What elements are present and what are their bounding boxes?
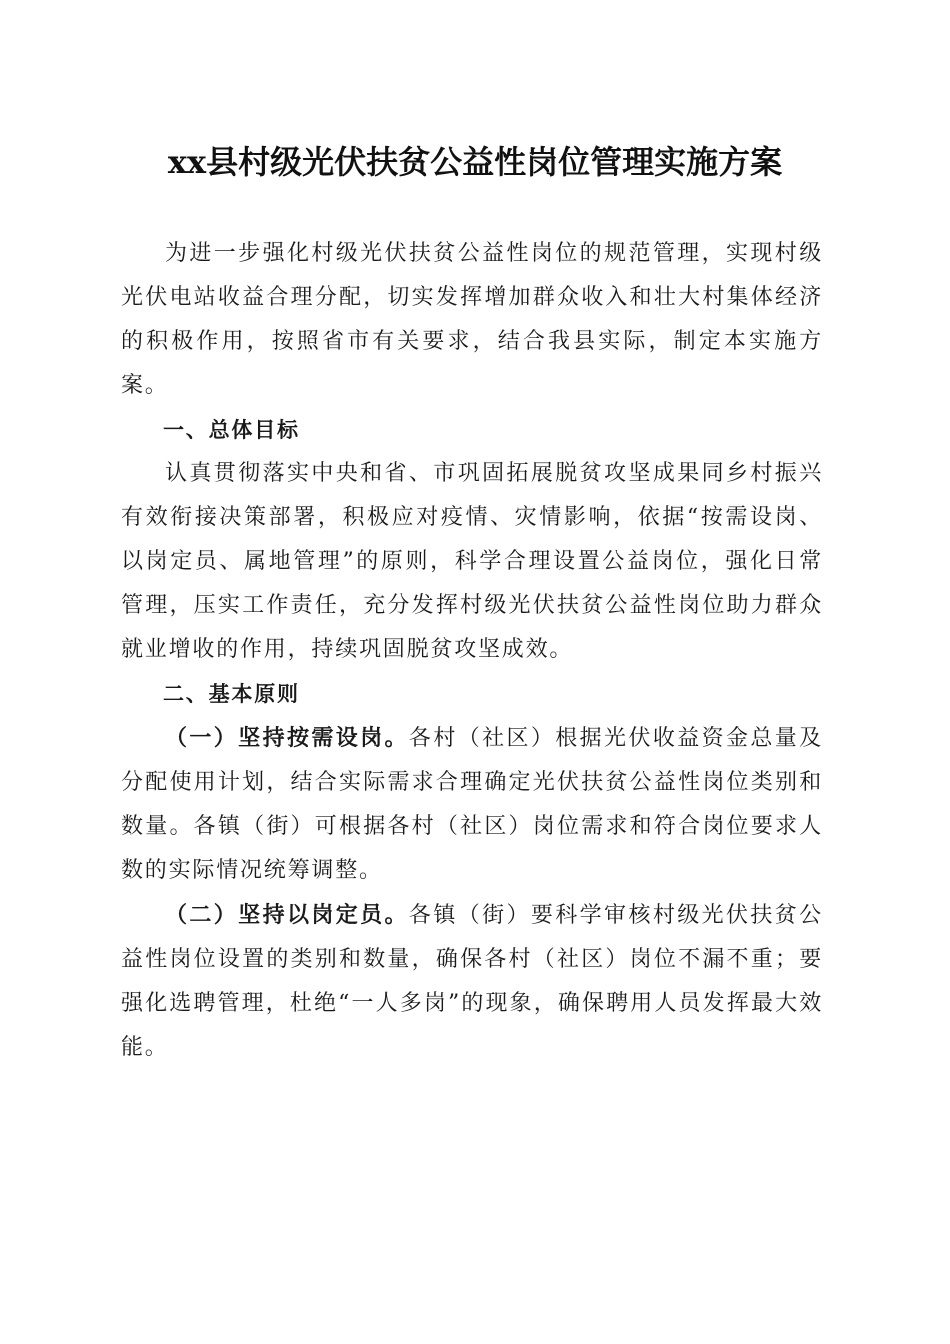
section-heading-basic-principles: 二、基本原则	[163, 682, 300, 706]
section-paragraph-overall-goal: 认真贯彻落实中央和省、市巩固拓展脱贫攻坚成果同乡村振兴有效衔接决策部署，积极应对疫情、灾情影响，依据“按需设岗、以岗定员、属地管理”的原则，科学合理设置公益岗位，强化日常管理，压实工作责任，充分发挥村级光伏扶贫公益性岗位助力群众就业增收的作用，持续巩固脱贫攻坚成效。	[121, 461, 823, 662]
document-body	[121, 232, 823, 1070]
principle-item-2-lead: （二）坚持以岗定员。	[165, 902, 409, 928]
principle-item-1	[121, 716, 823, 893]
principle-item-1-text: 各村（社区）根据光伏收益资金总量及分配使用计划，结合实际需求合理确定光伏扶贫公益性岗位类别和数量。各镇（街）可根据各村（社区）岗位需求和符合岗位要求人数的实际情况统筹调整。	[121, 726, 823, 883]
section-heading-overall-goal: 一、总体目标	[163, 418, 300, 442]
principle-item-2-text: 各镇（街）要科学审核村级光伏扶贫公益性岗位设置的类别和数量，确保各村（社区）岗位不漏不重；要强化选聘管理，杜绝“一人多岗”的现象，确保聘用人员发挥最大效能。	[121, 903, 823, 1060]
principle-item-2	[121, 893, 823, 1070]
document-title: xx县村级光伏扶贫公益性岗位管理实施方案	[167, 143, 783, 181]
intro-paragraph: 为进一步强化村级光伏扶贫公益性岗位的规范管理，实现村级光伏电站收益合理分配，切实发挥增加群众收入和壮大村集体经济的积极作用，按照省市有关要求，结合我县实际，制定本实施方案。	[121, 241, 823, 398]
principle-item-1-lead: （一）坚持按需设岗。	[165, 725, 409, 751]
